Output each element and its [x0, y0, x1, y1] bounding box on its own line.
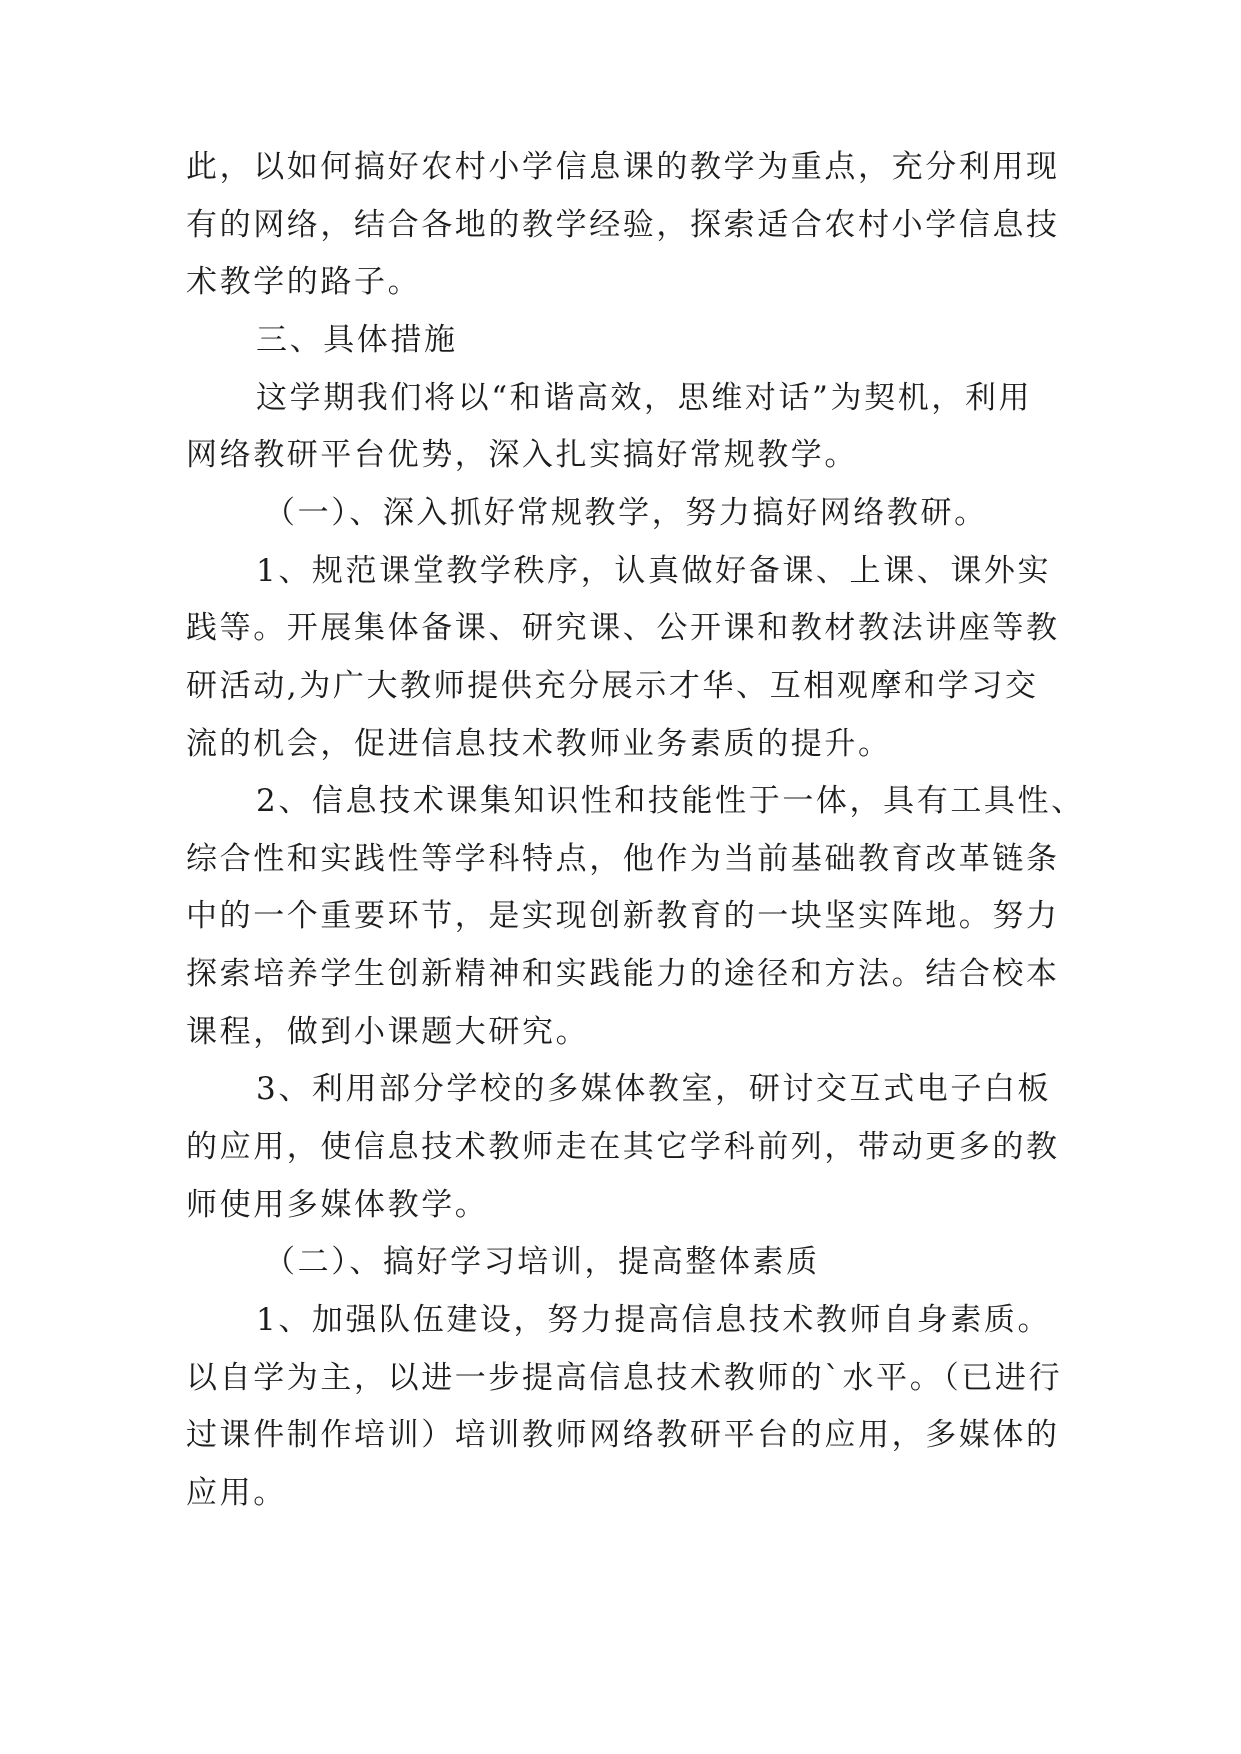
section-heading: 三、具体措施: [256, 322, 458, 358]
paragraph-line: 以自学为主，以进一步提高信息技术教师的`水平。（已进行: [186, 1360, 1063, 1396]
paragraph-line: 2、信息技术课集知识性和技能性于一体，具有工具性、: [256, 783, 1085, 819]
paragraph-line: 综合性和实践性等学科特点，他作为当前基础教育改革链条: [186, 841, 1060, 877]
paragraph-line: 探索培养学生创新精神和实践能力的途径和方法。结合校本: [186, 956, 1060, 992]
paragraph-line: 研活动,为广大教师提供充分展示才华、互相观摩和学习交: [186, 668, 1039, 704]
paragraph-line: 师使用多媒体教学。: [186, 1187, 489, 1223]
paragraph-line: 3、利用部分学校的多媒体教室，研讨交互式电子白板: [256, 1071, 1052, 1107]
paragraph-line: 中的一个重要环节，是实现创新教育的一块坚实阵地。努力: [186, 898, 1060, 934]
paragraph-line: 应用。: [186, 1475, 287, 1511]
paragraph-line: 的应用，使信息技术教师走在其它学科前列，带动更多的教: [186, 1129, 1060, 1165]
paragraph-line: 有的网络，结合各地的教学经验，探索适合农村小学信息技: [186, 207, 1060, 243]
paragraph-line: 过课件制作培训）培训教师网络教研平台的应用，多媒体的: [186, 1417, 1060, 1453]
paragraph-line: 课程，做到小课题大研究。: [186, 1014, 590, 1050]
paragraph-line: 1、加强队伍建设，努力提高信息技术教师自身素质。: [256, 1302, 1052, 1338]
paragraph-line: 1、规范课堂教学秩序，认真做好备课、上课、课外实: [256, 553, 1052, 589]
paragraph-line: 此，以如何搞好农村小学信息课的教学为重点，充分利用现: [186, 149, 1060, 185]
subsection-heading: （二）、搞好学习培训，提高整体素质: [264, 1244, 820, 1280]
paragraph-line: 网络教研平台优势，深入扎实搞好常规教学。: [186, 437, 858, 473]
paragraph-line: 这学期我们将以“和谐高效，思维对话”为契机，利用: [256, 380, 1033, 416]
paragraph-line: 流的机会，促进信息技术教师业务素质的提升。: [186, 726, 892, 762]
paragraph-line: 术教学的路子。: [186, 264, 422, 300]
subsection-heading: （一）、深入抓好常规教学，努力搞好网络教研。: [264, 495, 988, 531]
paragraph-line: 践等。开展集体备课、研究课、公开课和教材教法讲座等教: [186, 610, 1060, 646]
